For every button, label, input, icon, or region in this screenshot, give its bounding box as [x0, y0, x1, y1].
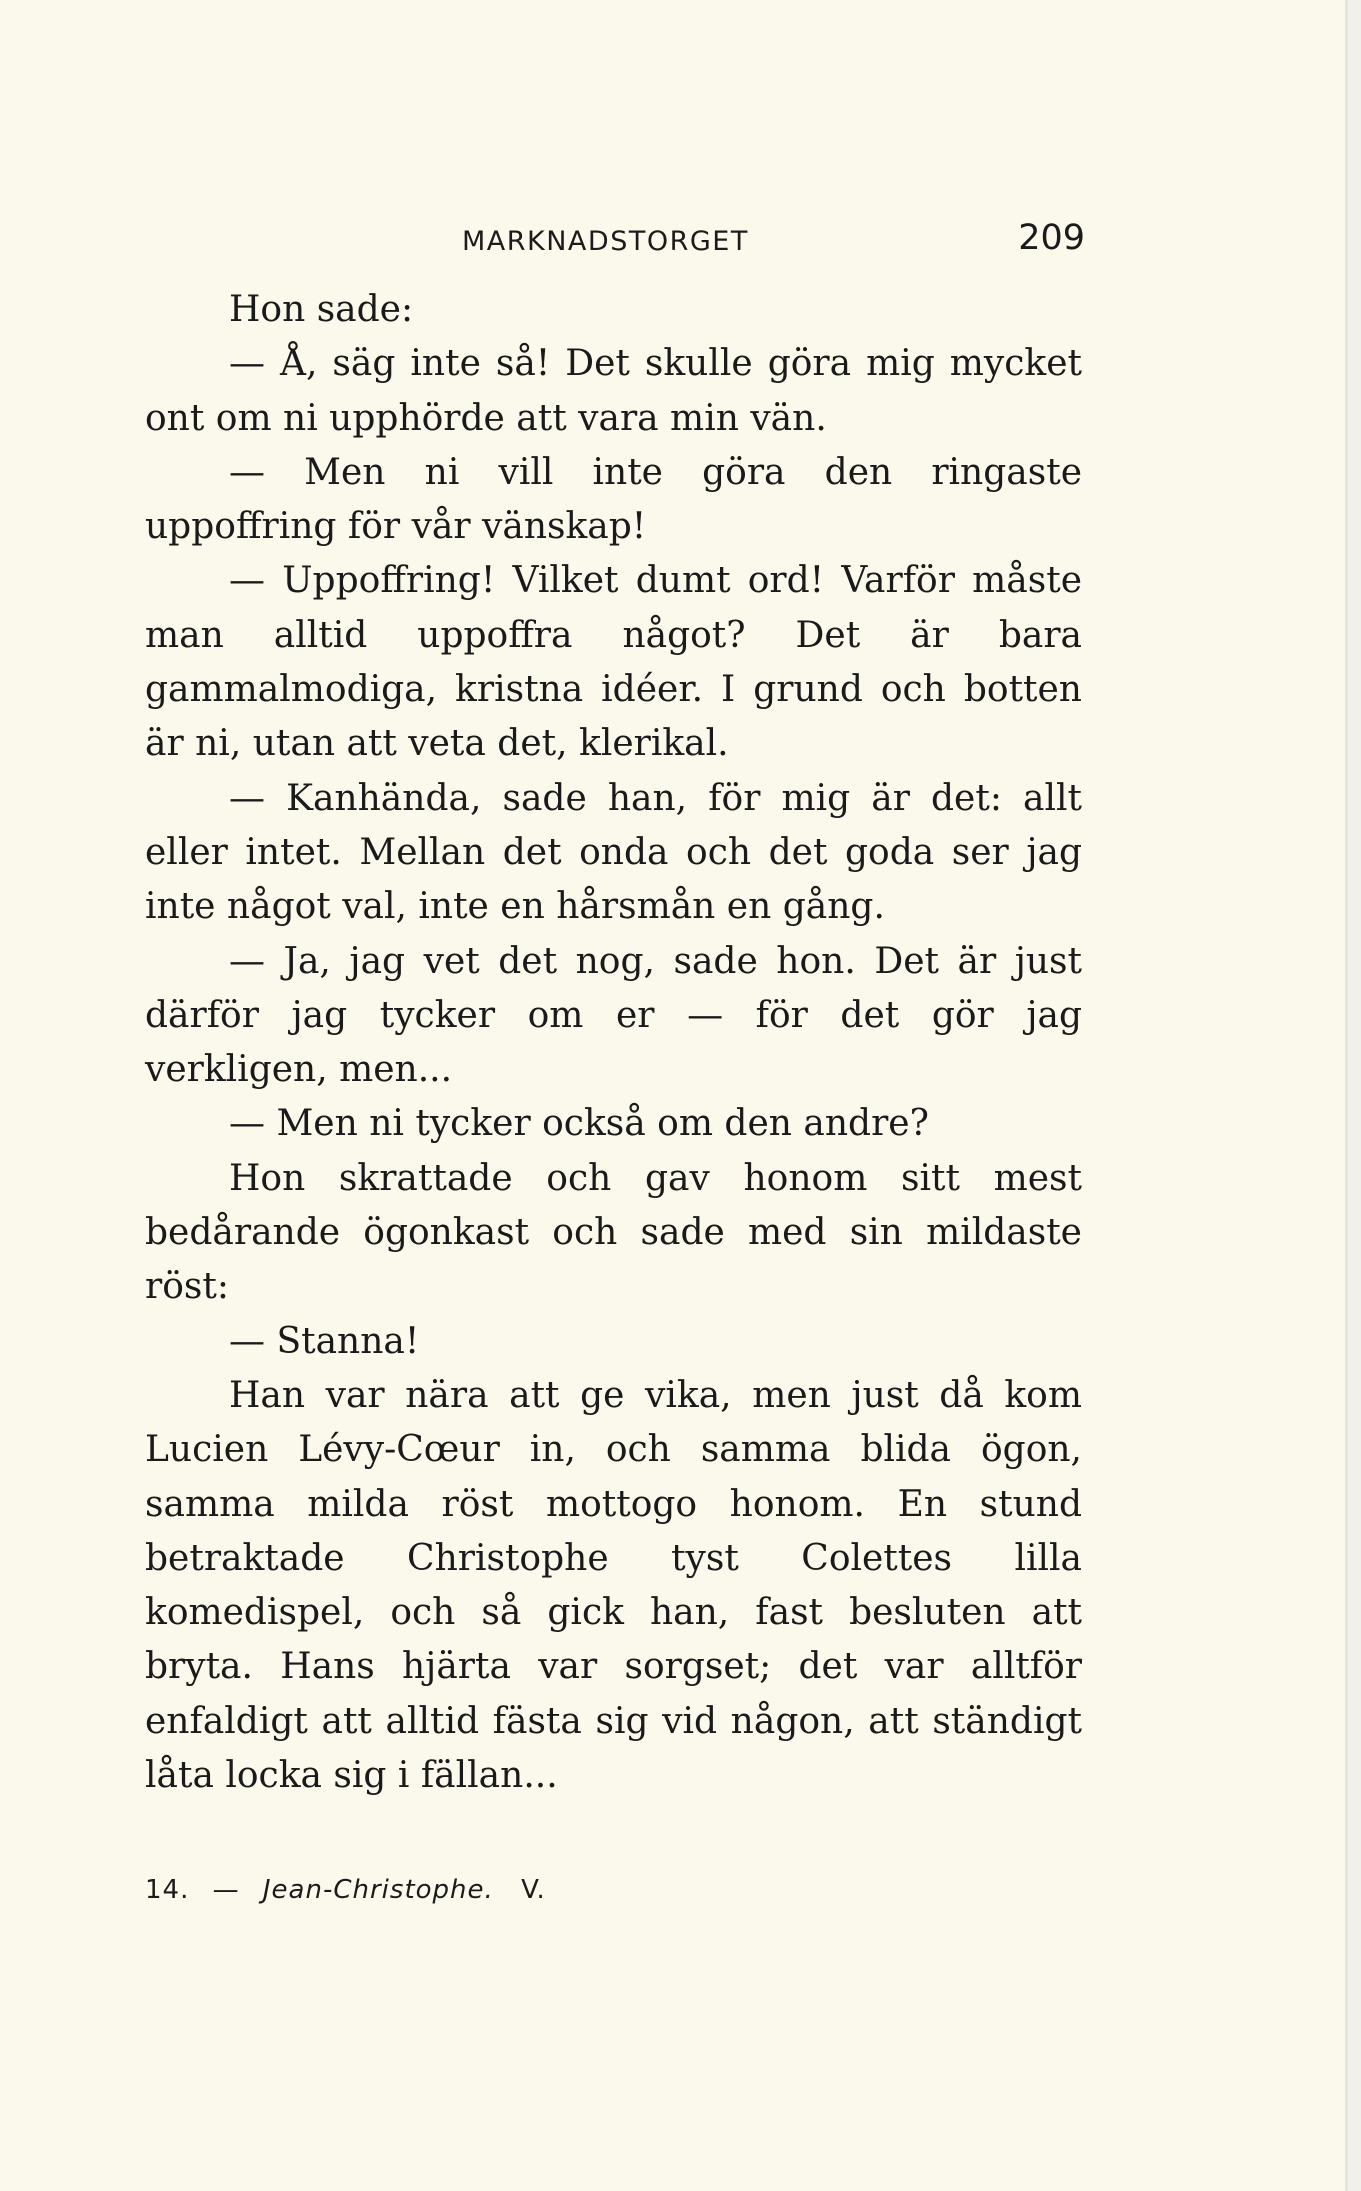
paragraph: Hon skrattade och gav honom sitt mest bedårande ögonkast och sade med sin mildaste röst: [145, 1157, 1082, 1308]
signature-dash: — [212, 1875, 240, 1905]
paragraph: — Kanhända, sade han, för mig är det: allt eller intet. Mellan det onda och det goda ser jag inte något val, inte en hårsmån en gång. [145, 777, 1082, 928]
page-edge [1348, 0, 1361, 2191]
signature-mark [145, 1875, 546, 1905]
running-head: MARKNADSTORGET [462, 226, 749, 257]
page-header [150, 216, 1085, 266]
body-text [145, 283, 1082, 1803]
signature-title: Jean-Christophe. [262, 1875, 494, 1905]
page-number: 209 [1018, 218, 1085, 258]
paragraph: Han var nära att ge vika, men just då kom Lucien Lévy-Cœur in, och samma blida ögon, samma milda röst mottogo honom. En stund betraktade Christophe tyst Colettes lilla komedispel, och så gick han, fast besluten att bryta. Hans hjärta var sorgset; det var alltför enfaldigt att alltid fästa sig vid någon, att ständigt låta locka sig i fällan... [145, 1374, 1082, 1797]
paragraph: — Å, säg inte så! Det skulle göra mig mycket ont om ni upphörde att vara min vän. [145, 343, 1082, 439]
paragraph: — Stanna! [229, 1320, 420, 1362]
paragraph: — Ja, jag vet det nog, sade hon. Det är just därför jag tycker om er — för det gör jag verkligen, men... [145, 940, 1082, 1091]
paragraph: — Uppoffring! Vilket dumt ord! Varför måste man alltid uppoffra något? Det är bara gammalmodiga, kristna idéer. I grund och botten är ni, utan att veta det, klerikal. [145, 560, 1082, 765]
signature-number: 14. [145, 1875, 190, 1905]
paragraph: Hon sade: [229, 289, 414, 330]
signature-volume: V. [521, 1875, 546, 1905]
paragraph: — Men ni vill inte göra den ringaste uppoffring för vår vänskap! [145, 451, 1082, 548]
paragraph: — Men ni tycker också om den andre? [229, 1103, 929, 1145]
